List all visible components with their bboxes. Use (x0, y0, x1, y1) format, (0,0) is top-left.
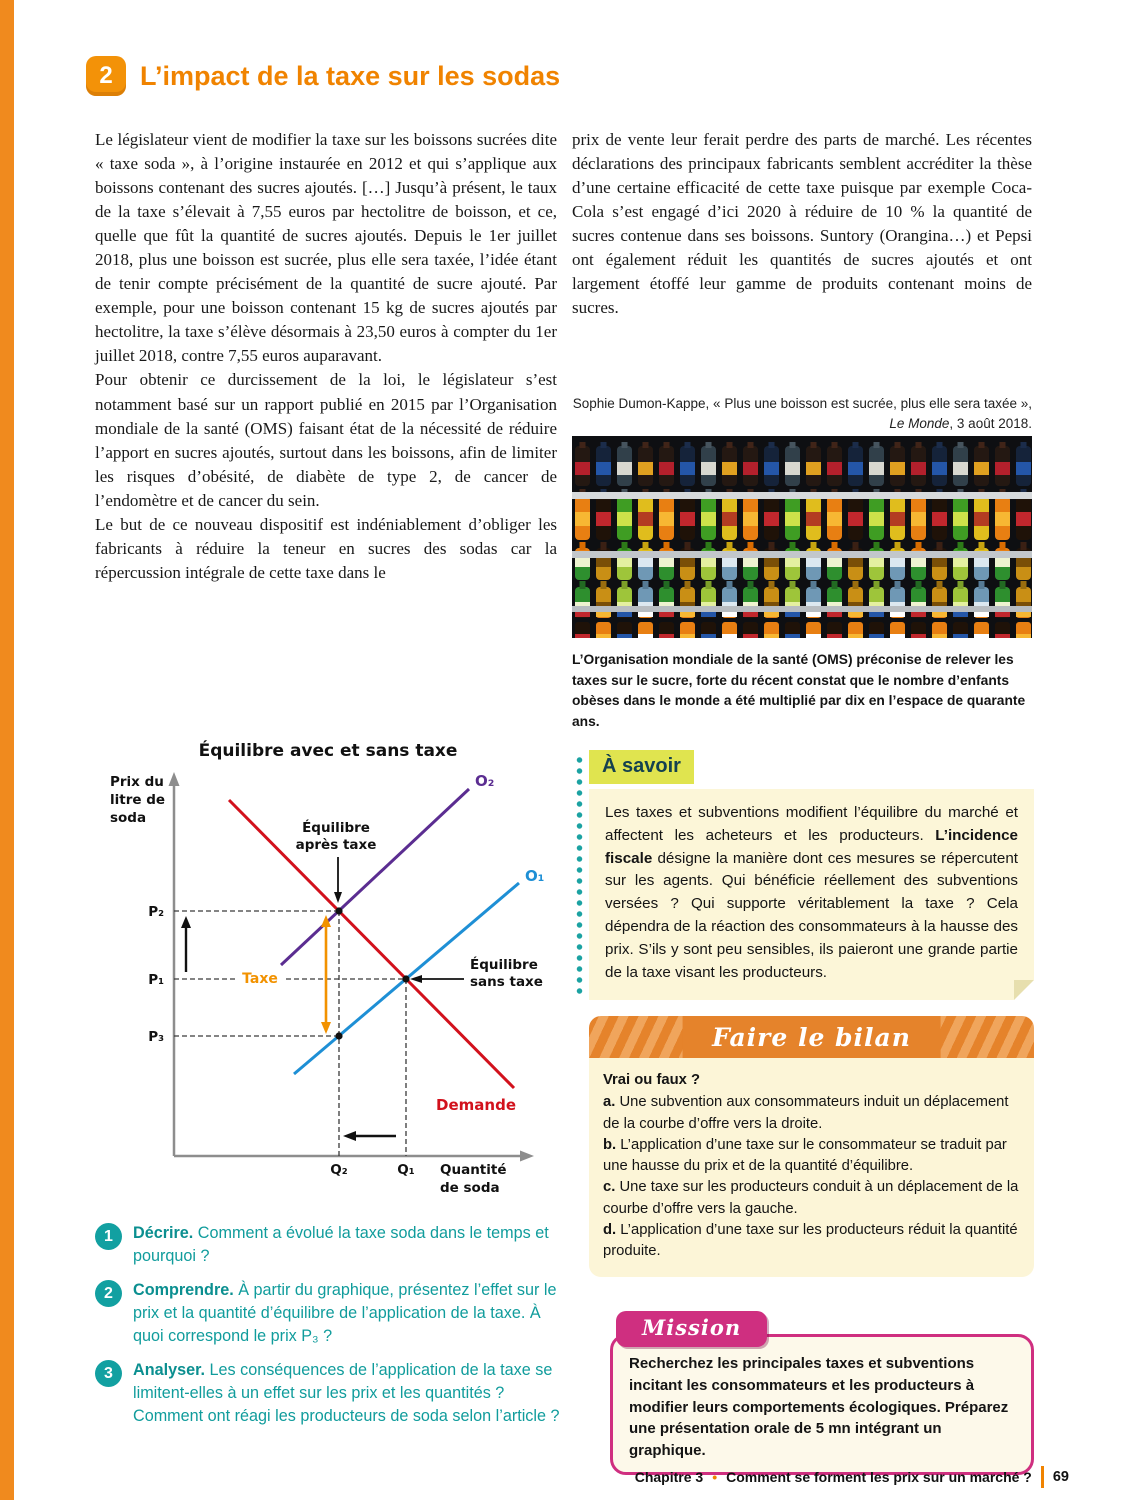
bilan-banner (589, 1016, 1034, 1058)
photo-caption: L’Organisation mondiale de la santé (OMS) préconise de relever les taxes sur le sucre, forte du récent constat que le nombre d’enfants obèses dans le monde a été multiplié par dix en l’espace de quarante ans. (572, 652, 1026, 730)
question-verb: Analyser. (133, 1361, 205, 1379)
mission-title: Mission (642, 1315, 742, 1340)
supply-demand-chart (96, 732, 554, 1218)
question-text (133, 1279, 563, 1348)
article-column-right (572, 128, 1032, 320)
question-item (95, 1222, 563, 1268)
article-paragraph: Le législateur vient de modifier la taxe sur les boissons sucrées dite « taxe soda », à l’origine instaurée en 2012 et qui s’applique aux boissons contenant des sucres ajoutés. […] Jusqu’à présent, le taux de la taxe s’élevait à 7,55 euros par hectolitre de boisson, et ce, quelle que fût la quantité de sucres ajoutés. Depuis le 1er juillet 2018, plus une boisson est sucrée, plus elle sera taxée, l’idée étant de tenir compte précisément de la quantité de sucre ajouté. Par exemple, pour une boisson contenant 15 kg de sucres ajoutés par hectolitre, la taxe s’élève désormais à 23,50 euros à compter du 1er juillet 2018, contre 7,55 euros auparavant. (95, 130, 557, 366)
quantity-decrease-arrowhead (343, 1131, 356, 1141)
question-body: Comment a évolué la taxe soda dans le temps et pourquoi ? (133, 1224, 549, 1265)
question-item (95, 1359, 563, 1428)
questions-list (95, 1222, 563, 1439)
bilan-body (589, 1058, 1034, 1277)
bilan-item (603, 1135, 1020, 1178)
chart-canvas (96, 732, 554, 1218)
question-item (95, 1279, 563, 1348)
x-axis-label: de soda (440, 1180, 500, 1196)
bilan-item-text: L’application d’une taxe sur le consommateur se traduit par une hausse du prix et de la quantité d’équilibre. (603, 1136, 1007, 1175)
article-paragraph: Pour obtenir ce durcissement de la loi, le législateur s’est notamment basé sur un rapport publié en 2015 par l’Organisation mondiale de la santé (OMS) faisant état de la nécessité de réduire l’apport en sucres ajoutés, surtout dans les boissons, afin de limiter les risques d’obésité, de diabète de type 2, de cancer de l’endomètre et de cancer du sein. (95, 370, 557, 510)
section-number-badge: 2 (86, 56, 126, 96)
soda-shelves-photo (572, 436, 1032, 638)
question-body: Les conséquences de l’application de la taxe se limitent-elles à un effet sur les prix et les quantités ? Comment ont réagi les producteurs de soda selon l’article ? (133, 1361, 560, 1425)
o2-curve-label: O₂ (475, 772, 495, 790)
footer-title: Comment se forment les prix sur un marché ? (726, 1469, 1032, 1485)
footer-chapter: Chapitre 3 (634, 1469, 704, 1485)
bilan-intro: Vrai ou faux ? (603, 1072, 701, 1088)
a-savoir-title: À savoir (589, 750, 694, 784)
equilibrium-no-tax-pointer-head (410, 975, 422, 983)
q1-tick-label: Q₁ (397, 1162, 415, 1178)
soda-shelves-illustration (572, 436, 1032, 638)
doc-header (86, 56, 560, 96)
bilan-item-letter: b. (603, 1136, 617, 1153)
tax-label: Taxe (242, 971, 278, 987)
p3-tick-label: P₃ (148, 1029, 164, 1045)
bilan-item-letter: c. (603, 1179, 616, 1196)
p2-tick-label: P₂ (148, 904, 164, 920)
equilibrium-after-tax-label: Équilibre (302, 820, 370, 836)
citation-author: Sophie Dumon-Kappe, « Plus une boisson est sucrée, plus elle sera taxée », (572, 396, 1032, 411)
y-axis-label: Prix du (110, 774, 164, 790)
article-column-left (95, 128, 557, 585)
equilibrium-no-tax-label: Équilibre (470, 957, 538, 973)
x-axis-label: Quantité (440, 1162, 507, 1178)
price-increase-arrowhead (181, 916, 191, 928)
bilan-item (603, 1092, 1020, 1135)
bilan-item-text: Une taxe sur les producteurs conduit à un déplacement de la courbe d’offre vers la gauche. (603, 1179, 1019, 1217)
equilibrium-after-tax-pointer-head (334, 892, 342, 903)
p1-tick-label: P₁ (148, 972, 164, 988)
question-text (133, 1359, 563, 1428)
source-citation (572, 394, 1032, 433)
a-savoir-note (589, 789, 1034, 1000)
producer-price-point (335, 1032, 342, 1039)
equilibrium-after-tax-point (335, 907, 342, 914)
y-axis-label: litre de (110, 792, 166, 808)
o1-curve-label: O₁ (525, 867, 545, 885)
equilibrium-no-tax-point (402, 975, 409, 982)
bilan-item-letter: a. (603, 1094, 616, 1111)
page-number: 69 (1052, 1469, 1069, 1485)
question-text (133, 1222, 563, 1268)
a-savoir-text: désigne la manière dont ces mesures se répercutent sur les agents. Qui bénéficie réellement des subventions versées ? Qui supporte véritablement la taxe ? Cela dépendra de la réaction des consommateurs à la hausse des prix. S’ils y sont peu sensibles, ils paieront une grande partie de la taxe visant les producteurs. (605, 849, 1018, 981)
equilibrium-after-tax-label: après taxe (295, 837, 377, 853)
question-verb: Décrire. (133, 1224, 194, 1242)
bilan-item-letter: d. (603, 1222, 617, 1239)
citation-journal: Le Monde (889, 415, 950, 431)
article-paragraph: Le but de ce nouveau dispositif est indéniablement d’obliger les fabricants à réduire la teneur en sucres des sodas car la répercussion intégrale de cette taxe dans le (95, 514, 557, 582)
question-number-badge: 1 (95, 1223, 122, 1250)
demand-curve-label: Demande (436, 1096, 516, 1114)
equilibrium-no-tax-label: sans taxe (470, 974, 543, 990)
section-title: L’impact de la taxe sur les sodas (140, 60, 561, 91)
supply-curve-o2 (281, 789, 469, 965)
page-footer (635, 1466, 1069, 1488)
faire-le-bilan-box (589, 1016, 1034, 1277)
bilan-banner-center (682, 1016, 941, 1058)
article-paragraph: prix de vente leur ferait perdre des parts de marché. Les récentes déclarations des principaux fabricants semblent accréditer la thèse d’une certaine efficacité de cette taxe puisque par exemple Coca-Cola s’est engagé d’ici 2020 à réduire de 10 % la quantité de sucres contenue dans ses boissons. Suntory (Orangina…) et Pepsi ont également réduit les quantités de sucres ajoutés et ont largement étoffé leur gamme de produits contenant moins de sucres. (572, 130, 1032, 318)
bilan-item (603, 1220, 1020, 1263)
question-verb: Comprendre. (133, 1281, 234, 1299)
question-number-badge: 3 (95, 1360, 122, 1387)
tax-arrowhead-down (321, 1022, 331, 1034)
dotted-divider (576, 756, 583, 998)
citation-date: , 3 août 2018. (949, 415, 1032, 431)
bilan-item (603, 1177, 1020, 1220)
y-axis-arrowhead (169, 772, 180, 786)
y-axis-label: soda (110, 810, 147, 826)
bilan-title: Faire le bilan (712, 1022, 911, 1052)
q2-tick-label: Q₂ (330, 1162, 348, 1178)
chart-title: Équilibre avec et sans taxe (198, 741, 458, 761)
page-edge-band (0, 0, 14, 1500)
mission-box: Recherchez les principales taxes et subventions incitant les consommateurs et les producteurs à modifier leurs comportements écologiques. Préparez une présentation orale de 5 mn intégrant un graphique. (610, 1334, 1034, 1475)
a-savoir-key-term: L’incidence fiscale (605, 826, 1018, 867)
mission-tab (616, 1311, 767, 1347)
bilan-item-text: L’application d’une taxe sur les producteurs réduit la quantité produite. (603, 1222, 1018, 1260)
question-number-badge: 2 (95, 1280, 122, 1307)
a-savoir-text: Les taxes et subventions modifient l’équilibre du marché et affectent les acheteurs et les producteurs. (605, 804, 1018, 844)
footer-bullet: • (712, 1469, 718, 1485)
question-body: À partir du graphique, présentez l’effet sur le prix et la quantité d’équilibre de l’application de la taxe. À quoi correspond le prix P₃ ? (133, 1281, 557, 1345)
bilan-item-text: Une subvention aux consommateurs induit un déplacement de la courbe d’offre vers la droite. (603, 1094, 1009, 1132)
x-axis-arrowhead (520, 1151, 534, 1162)
footer-divider (1041, 1466, 1044, 1488)
